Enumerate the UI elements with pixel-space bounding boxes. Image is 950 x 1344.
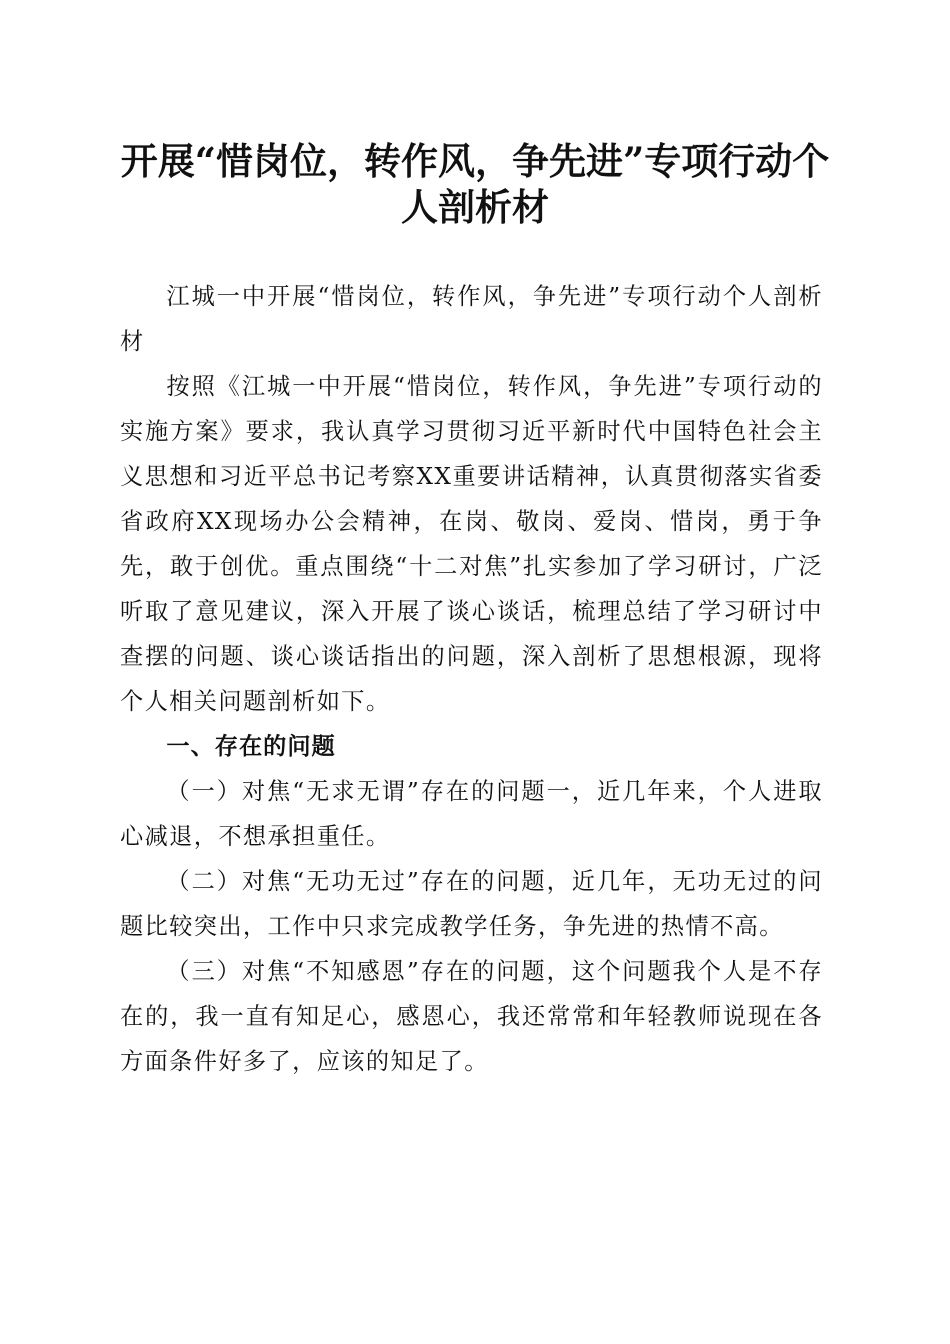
document-title: 开展“惜岗位，转作风，争先进”专项行动个人剖析材 xyxy=(120,139,830,229)
problem-item-1: （一）对焦“无求无谓”存在的问题一，近几年来，个人进取心减退，不想承担重任。 xyxy=(120,778,823,850)
problem-item-2: （二）对焦“无功无过”存在的问题，近几年，无功无过的问题比较突出，工作中只求完成教学任务，争先进的热情不高。 xyxy=(120,868,823,940)
section-heading: 一、存在的问题 xyxy=(166,733,336,760)
document-body xyxy=(120,274,823,1084)
problem-item-3: （三）对焦“不知感恩”存在的问题，这个问题我个人是不存在的，我一直有知足心，感恩心，我还常常和年轻教师说现在各方面条件好多了，应该的知足了。 xyxy=(120,958,823,1075)
intro-line: 江城一中开展“惜岗位，转作风，争先进”专项行动个人剖析材 xyxy=(120,283,823,355)
main-paragraph: 按照《江城一中开展“惜岗位，转作风，争先进”专项行动的实施方案》要求，我认真学习贯彻习近平新时代中国特色社会主义思想和习近平总书记考察XX重要讲话精神，认真贯彻落实省委省政府XX现场办公会精神，在岗、敬岗、爱岗、惜岗，勇于争先，敢于创优。重点围绕“十二对焦”扎实参加了学习研讨，广泛听取了意见建议，深入开展了谈心谈话，梳理总结了学习研讨中查摆的问题、谈心谈话指出的问题，深入剖析了思想根源，现将个人相关问题剖析如下。 xyxy=(120,373,823,715)
